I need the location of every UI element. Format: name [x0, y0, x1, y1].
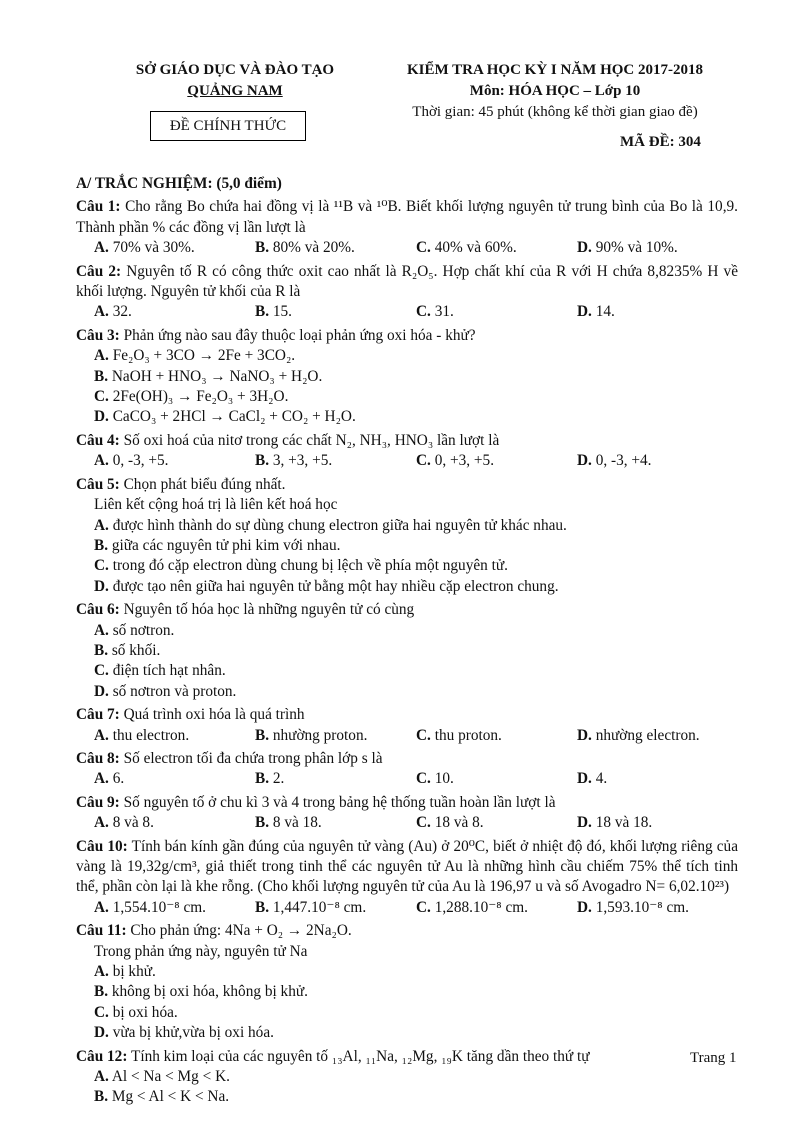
exam-header	[380, 60, 730, 123]
option-text: nhường proton.	[269, 726, 368, 744]
answer-option	[416, 769, 577, 789]
option-text: giữa các nguyên tử phi kim với nhau.	[108, 536, 341, 554]
question-text: Nguyên tố hóa học là những nguyên tử có cùng	[119, 601, 415, 619]
option-text: 1,593.10⁻⁸ cm.	[591, 898, 689, 916]
question-11	[76, 921, 738, 1043]
answer-option	[94, 1023, 418, 1043]
answer-option	[94, 898, 255, 918]
option-key: A.	[94, 347, 109, 365]
option-key: A.	[94, 621, 109, 639]
answer-option	[94, 387, 738, 407]
answer-option	[94, 407, 738, 427]
option-text: 0, -3, +4.	[591, 452, 652, 470]
question-text: Cho rằng Bo chứa hai đồng vị là ¹¹B và ¹⁰B. Biết khối lượng nguyên tử trung bình của Bo là 10,9. Thành phần % các đồng vị lần lượt là	[76, 198, 739, 236]
question-9	[76, 793, 738, 834]
answer-option	[577, 451, 738, 471]
official-box: ĐỀ CHÍNH THỨC	[150, 111, 306, 141]
option-text: 0, -3, +5.	[108, 452, 169, 470]
answer-option	[416, 302, 577, 322]
option-key: B.	[255, 239, 270, 257]
question-label: Câu 12:	[76, 1047, 128, 1065]
questions-area	[76, 174, 738, 1108]
answer-option	[416, 451, 577, 471]
option-key: B.	[255, 452, 270, 470]
option-key: D.	[577, 726, 592, 744]
option-key: A.	[94, 726, 109, 744]
question-text: Nguyên tố R có công thức oxit cao nhất là R₂O₅. Hợp chất khí của R với H chứa 8,8235% H về khối lượng. Nguyên tử khối của R là	[76, 262, 738, 301]
option-key: C.	[416, 303, 431, 321]
page-number: Trang 1	[690, 1050, 737, 1066]
option-key: C.	[416, 898, 431, 916]
option-key: A.	[94, 516, 109, 534]
answer-option	[255, 238, 416, 258]
option-text: 8 và 18.	[269, 814, 322, 832]
answer-option	[94, 536, 738, 556]
option-text: 1,288.10⁻⁸ cm.	[430, 898, 528, 916]
answer-option	[94, 726, 255, 746]
option-key: A.	[94, 770, 109, 788]
option-text: NaOH + HNO₃ → NaNO₃ + H₂O.	[108, 367, 323, 385]
question-4	[76, 431, 738, 472]
question-text: Cho phản ứng: 4Na + O₂ → 2Na₂O.	[126, 922, 352, 940]
question-2	[76, 262, 738, 323]
answer-option	[577, 769, 738, 789]
option-key: C.	[416, 814, 431, 832]
question-7	[76, 705, 738, 746]
option-key: B.	[94, 983, 109, 1001]
answer-option	[94, 451, 255, 471]
option-text: 6.	[108, 770, 125, 788]
question-5	[76, 475, 738, 597]
option-key: D.	[577, 239, 592, 257]
option-key: C.	[94, 557, 109, 575]
option-text: 18 và 18.	[591, 814, 653, 832]
option-key: B.	[255, 814, 270, 832]
option-key: A.	[94, 452, 109, 470]
option-text: bị oxi hóa.	[108, 1003, 178, 1021]
option-key: C.	[416, 452, 431, 470]
option-key: A.	[94, 1068, 109, 1086]
question-1	[76, 197, 738, 258]
question-label: Câu 10:	[76, 837, 128, 855]
answer-option	[94, 556, 738, 576]
exam-time: Thời gian: 45 phút (không kể thời gian giao đề)	[412, 104, 698, 120]
answer-option	[94, 577, 738, 597]
option-key: D.	[577, 814, 592, 832]
option-key: C.	[416, 239, 431, 257]
option-key: D.	[577, 452, 592, 470]
answer-option	[94, 982, 418, 1002]
option-key: D.	[94, 577, 109, 595]
province-name: QUẢNG NAM	[187, 83, 283, 99]
option-key: C.	[94, 662, 109, 680]
question-10	[76, 837, 738, 919]
option-text: thu proton.	[430, 726, 502, 744]
option-key: B.	[255, 898, 270, 916]
option-text: CaCO₃ + 2HCl → CaCl₂ + CO₂ + H₂O.	[108, 408, 356, 426]
option-key: D.	[94, 1024, 109, 1042]
option-text: số nơtron.	[108, 621, 175, 639]
option-key: D.	[94, 408, 109, 426]
option-text: 90% và 10%.	[591, 239, 678, 257]
option-key: B.	[94, 367, 109, 385]
answer-option	[94, 1087, 418, 1107]
answer-option	[577, 238, 738, 258]
option-text: số khối.	[108, 641, 161, 659]
answer-option	[416, 726, 577, 746]
question-text: Tính kim loại của các nguyên tố ₁₃Al, ₁₁Na, ₁₂Mg, ₁₉K tăng dần theo thứ tự	[127, 1047, 590, 1065]
answer-option	[94, 302, 255, 322]
section-title: A/ TRẮC NGHIỆM: (5,0 điểm)	[76, 175, 282, 192]
option-text: 0, +3, +5.	[430, 452, 495, 470]
option-key: B.	[94, 641, 109, 659]
question-label: Câu 6:	[76, 601, 120, 619]
exam-subject: Môn: HÓA HỌC – Lớp 10	[469, 83, 641, 99]
option-text: 18 và 8.	[430, 814, 484, 832]
option-text: 40% và 60%.	[430, 239, 517, 257]
option-key: B.	[255, 770, 270, 788]
answer-option	[94, 682, 418, 702]
answer-option	[416, 813, 577, 833]
question-label: Câu 9:	[76, 793, 120, 811]
question-label: Câu 7:	[76, 706, 120, 724]
question-label: Câu 2:	[76, 262, 122, 280]
answer-option	[94, 238, 255, 258]
option-text: trong đó cặp electron dùng chung bị lệch về phía một nguyên tử.	[108, 557, 508, 575]
answer-option	[94, 661, 418, 681]
question-label: Câu 5:	[76, 475, 120, 493]
exam-code: MÃ ĐỀ: 304	[620, 134, 701, 150]
question-text: Số electron tối đa chứa trong phân lớp s là	[119, 749, 383, 767]
option-key: C.	[94, 1003, 109, 1021]
option-text: Mg < Al < K < Na.	[108, 1088, 230, 1106]
option-text: 31.	[430, 303, 454, 321]
option-text: 4.	[591, 770, 608, 788]
answer-option	[255, 451, 416, 471]
option-text: 14.	[591, 303, 615, 321]
department-header	[100, 60, 370, 102]
answer-option	[577, 302, 738, 322]
question-8	[76, 749, 738, 790]
option-text: nhường electron.	[591, 726, 700, 744]
option-text: 10.	[430, 770, 454, 788]
option-text: được tạo nên giữa hai nguyên tử bằng một hay nhiều cặp electron chung.	[108, 577, 559, 595]
question-label: Câu 11:	[76, 922, 127, 940]
answer-option	[255, 898, 416, 918]
answer-option	[94, 1067, 418, 1087]
option-text: 2Fe(OH)₃ → Fe₂O₃ + 3H₂O.	[108, 388, 289, 406]
question-text: Số nguyên tố ở chu kì 3 và 4 trong bảng hệ thống tuần hoàn lần lượt là	[119, 793, 556, 811]
option-text: Al < Na < Mg < K.	[108, 1068, 230, 1086]
department-name: SỞ GIÁO DỤC VÀ ĐÀO TẠO	[135, 62, 335, 78]
option-key: B.	[94, 536, 109, 554]
option-key: A.	[94, 814, 109, 832]
option-text: 8 và 8.	[108, 814, 154, 832]
question-text: Chọn phát biểu đúng nhất.	[119, 475, 286, 493]
option-key: A.	[94, 898, 109, 916]
question-label: Câu 1:	[76, 198, 121, 216]
option-key: D.	[94, 682, 109, 700]
option-text: 1,554.10⁻⁸ cm.	[108, 898, 206, 916]
question-label: Câu 8:	[76, 749, 120, 767]
answer-option	[255, 302, 416, 322]
question-6	[76, 600, 738, 702]
option-text: 1,447.10⁻⁸ cm.	[269, 898, 367, 916]
option-key: B.	[255, 303, 270, 321]
option-key: A.	[94, 239, 109, 257]
option-text: số nơtron và proton.	[108, 682, 237, 700]
option-text: 70% và 30%.	[108, 239, 195, 257]
answer-option	[577, 898, 738, 918]
question-text: Tính bán kính gần đúng của nguyên tử vàng (Au) ở 20⁰C, biết ở nhiệt độ đó, khối lượng riêng của vàng là 19,32g/cm³, giả thiết trong tinh thể các nguyên tử Au là những hình cầu chiếm 75% thể tích tinh thể, phần còn lại là khe rỗng. (Cho khối lượng nguyên tử của Au là 196,97 u và số Avogadro N= 6,02.10²³)	[76, 837, 738, 896]
option-text: 32.	[108, 303, 132, 321]
answer-option	[94, 621, 418, 641]
question-label: Câu 3:	[76, 326, 120, 344]
answer-option	[255, 769, 416, 789]
answer-option	[94, 346, 738, 366]
option-text: Fe₂O₃ + 3CO → 2Fe + 3CO₂.	[108, 347, 296, 365]
question-text: Số oxi hoá của nitơ trong các chất N₂, NH₃, HNO₃ lần lượt là	[119, 431, 500, 449]
question-3	[76, 326, 738, 428]
option-key: A.	[94, 303, 109, 321]
answer-option	[577, 726, 738, 746]
option-text: 15.	[269, 303, 292, 321]
answer-option	[255, 813, 416, 833]
option-text: thu electron.	[108, 726, 190, 744]
option-text: điện tích hạt nhân.	[108, 662, 226, 680]
option-key: C.	[416, 726, 431, 744]
question-12	[76, 1047, 738, 1108]
option-text: được hình thành do sự dùng chung electron giữa hai nguyên tử khác nhau.	[108, 516, 567, 534]
answer-option	[94, 813, 255, 833]
option-key: B.	[94, 1088, 109, 1106]
answer-option	[94, 516, 738, 536]
question-label: Câu 4:	[76, 431, 120, 449]
option-key: A.	[94, 963, 109, 981]
question-text: Quá trình oxi hóa là quá trình	[119, 706, 305, 724]
option-text: 2.	[269, 770, 285, 788]
option-text: 3, +3, +5.	[269, 452, 333, 470]
question-stem: Trong phản ứng này, nguyên tử Na	[94, 942, 308, 960]
answer-option	[94, 769, 255, 789]
option-text: vừa bị khử,vừa bị oxi hóa.	[108, 1024, 274, 1042]
option-key: D.	[577, 898, 592, 916]
option-text: không bị oxi hóa, không bị khử.	[108, 983, 308, 1001]
answer-option	[577, 813, 738, 833]
question-text: Phản ứng nào sau đây thuộc loại phản ứng oxi hóa - khử?	[119, 326, 476, 344]
answer-option	[94, 962, 418, 982]
option-key: C.	[416, 770, 431, 788]
answer-option	[94, 641, 418, 661]
answer-option	[255, 726, 416, 746]
option-key: C.	[94, 388, 109, 406]
answer-option	[94, 1003, 418, 1023]
exam-title: KIỂM TRA HỌC KỲ I NĂM HỌC 2017-2018	[407, 62, 703, 78]
option-text: 80% và 20%.	[269, 239, 355, 257]
option-text: bị khử.	[108, 963, 156, 981]
answer-option	[416, 898, 577, 918]
question-stem: Liên kết cộng hoá trị là liên kết hoá học	[94, 496, 338, 514]
answer-option	[416, 238, 577, 258]
option-key: B.	[255, 726, 270, 744]
option-key: D.	[577, 770, 592, 788]
answer-option	[94, 367, 738, 387]
option-key: D.	[577, 303, 592, 321]
